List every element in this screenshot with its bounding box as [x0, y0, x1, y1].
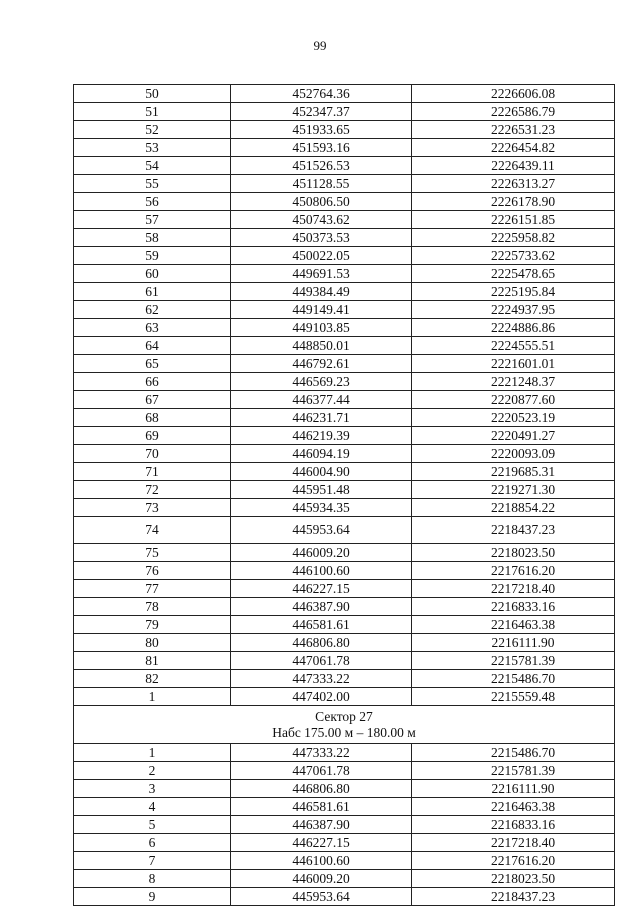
table-row [74, 616, 615, 634]
table-row [74, 373, 615, 391]
table-row [74, 744, 615, 762]
table-row [74, 139, 615, 157]
x-coordinate-cell: 446387.90 [231, 816, 412, 834]
y-coordinate-cell: 2217616.20 [412, 852, 615, 870]
table-row [74, 544, 615, 562]
point-number-cell: 70 [74, 445, 231, 463]
x-coordinate-cell: 445953.64 [231, 517, 412, 544]
table-row [74, 562, 615, 580]
point-number-cell: 55 [74, 175, 231, 193]
x-coordinate-cell: 452764.36 [231, 85, 412, 103]
y-coordinate-cell: 2225478.65 [412, 265, 615, 283]
y-coordinate-cell: 2226178.90 [412, 193, 615, 211]
point-number-cell: 67 [74, 391, 231, 409]
table-row [74, 852, 615, 870]
table-row [74, 301, 615, 319]
point-number-cell: 62 [74, 301, 231, 319]
y-coordinate-cell: 2216463.38 [412, 616, 615, 634]
x-coordinate-cell: 446581.61 [231, 798, 412, 816]
x-coordinate-cell: 447402.00 [231, 688, 412, 706]
y-coordinate-cell: 2218437.23 [412, 517, 615, 544]
y-coordinate-cell: 2218023.50 [412, 544, 615, 562]
section-header-row [74, 706, 615, 744]
x-coordinate-cell: 445951.48 [231, 481, 412, 499]
table-row [74, 121, 615, 139]
x-coordinate-cell: 446009.20 [231, 870, 412, 888]
point-number-cell: 59 [74, 247, 231, 265]
page-number: 99 [313, 38, 327, 53]
y-coordinate-cell: 2225733.62 [412, 247, 615, 265]
y-coordinate-cell: 2221248.37 [412, 373, 615, 391]
point-number-cell: 65 [74, 355, 231, 373]
y-coordinate-cell: 2217218.40 [412, 834, 615, 852]
y-coordinate-cell: 2226531.23 [412, 121, 615, 139]
x-coordinate-cell: 446581.61 [231, 616, 412, 634]
y-coordinate-cell: 2216833.16 [412, 816, 615, 834]
point-number-cell: 69 [74, 427, 231, 445]
point-number-cell: 73 [74, 499, 231, 517]
table-row [74, 463, 615, 481]
y-coordinate-cell: 2225958.82 [412, 229, 615, 247]
y-coordinate-cell: 2218437.23 [412, 888, 615, 906]
table-row [74, 870, 615, 888]
x-coordinate-cell: 452347.37 [231, 103, 412, 121]
point-number-cell: 7 [74, 852, 231, 870]
point-number-cell: 64 [74, 337, 231, 355]
x-coordinate-cell: 445934.35 [231, 499, 412, 517]
x-coordinate-cell: 446569.23 [231, 373, 412, 391]
table-row [74, 634, 615, 652]
point-number-cell: 66 [74, 373, 231, 391]
point-number-cell: 3 [74, 780, 231, 798]
x-coordinate-cell: 450022.05 [231, 247, 412, 265]
y-coordinate-cell: 2224555.51 [412, 337, 615, 355]
y-coordinate-cell: 2219271.30 [412, 481, 615, 499]
y-coordinate-cell: 2217218.40 [412, 580, 615, 598]
y-coordinate-cell: 2226439.11 [412, 157, 615, 175]
table-row [74, 798, 615, 816]
y-coordinate-cell: 2220093.09 [412, 445, 615, 463]
y-coordinate-cell: 2226586.79 [412, 103, 615, 121]
x-coordinate-cell: 446387.90 [231, 598, 412, 616]
x-coordinate-cell: 446806.80 [231, 780, 412, 798]
x-coordinate-cell: 446094.19 [231, 445, 412, 463]
table-row [74, 247, 615, 265]
table-row [74, 670, 615, 688]
y-coordinate-cell: 2220491.27 [412, 427, 615, 445]
y-coordinate-cell: 2226454.82 [412, 139, 615, 157]
y-coordinate-cell: 2215781.39 [412, 762, 615, 780]
x-coordinate-cell: 446219.39 [231, 427, 412, 445]
point-number-cell: 78 [74, 598, 231, 616]
point-number-cell: 50 [74, 85, 231, 103]
point-number-cell: 81 [74, 652, 231, 670]
x-coordinate-cell: 447333.22 [231, 744, 412, 762]
table-row [74, 499, 615, 517]
point-number-cell: 74 [74, 517, 231, 544]
table-row [74, 762, 615, 780]
table-row [74, 780, 615, 798]
x-coordinate-cell: 446004.90 [231, 463, 412, 481]
x-coordinate-cell: 446377.44 [231, 391, 412, 409]
table-row [74, 193, 615, 211]
point-number-cell: 76 [74, 562, 231, 580]
point-number-cell: 77 [74, 580, 231, 598]
table-row [74, 103, 615, 121]
x-coordinate-cell: 451128.55 [231, 175, 412, 193]
table-row [74, 445, 615, 463]
x-coordinate-cell: 450743.62 [231, 211, 412, 229]
x-coordinate-cell: 446100.60 [231, 852, 412, 870]
y-coordinate-cell: 2221601.01 [412, 355, 615, 373]
x-coordinate-cell: 449384.49 [231, 283, 412, 301]
table-row [74, 427, 615, 445]
point-number-cell: 1 [74, 688, 231, 706]
x-coordinate-cell: 450806.50 [231, 193, 412, 211]
point-number-cell: 57 [74, 211, 231, 229]
point-number-cell: 56 [74, 193, 231, 211]
y-coordinate-cell: 2215781.39 [412, 652, 615, 670]
y-coordinate-cell: 2217616.20 [412, 562, 615, 580]
point-number-cell: 4 [74, 798, 231, 816]
table-row [74, 85, 615, 103]
x-coordinate-cell: 446227.15 [231, 834, 412, 852]
table-row [74, 175, 615, 193]
point-number-cell: 52 [74, 121, 231, 139]
y-coordinate-cell: 2224937.95 [412, 301, 615, 319]
point-number-cell: 51 [74, 103, 231, 121]
table-row [74, 409, 615, 427]
y-coordinate-cell: 2226151.85 [412, 211, 615, 229]
y-coordinate-cell: 2215486.70 [412, 670, 615, 688]
point-number-cell: 53 [74, 139, 231, 157]
point-number-cell: 63 [74, 319, 231, 337]
x-coordinate-cell: 451593.16 [231, 139, 412, 157]
y-coordinate-cell: 2226606.08 [412, 85, 615, 103]
point-number-cell: 60 [74, 265, 231, 283]
x-coordinate-cell: 446100.60 [231, 562, 412, 580]
x-coordinate-cell: 446227.15 [231, 580, 412, 598]
table-row [74, 319, 615, 337]
table-row [74, 337, 615, 355]
x-coordinate-cell: 447061.78 [231, 652, 412, 670]
point-number-cell: 82 [74, 670, 231, 688]
point-number-cell: 68 [74, 409, 231, 427]
table-row [74, 652, 615, 670]
y-coordinate-cell: 2224886.86 [412, 319, 615, 337]
x-coordinate-cell: 446231.71 [231, 409, 412, 427]
x-coordinate-cell: 448850.01 [231, 337, 412, 355]
point-number-cell: 1 [74, 744, 231, 762]
table-row [74, 211, 615, 229]
x-coordinate-cell: 451933.65 [231, 121, 412, 139]
y-coordinate-cell: 2220877.60 [412, 391, 615, 409]
y-coordinate-cell: 2216111.90 [412, 780, 615, 798]
x-coordinate-cell: 450373.53 [231, 229, 412, 247]
x-coordinate-cell: 447061.78 [231, 762, 412, 780]
table-row [74, 517, 615, 544]
y-coordinate-cell: 2216833.16 [412, 598, 615, 616]
coordinates-table-body [74, 85, 615, 906]
point-number-cell: 8 [74, 870, 231, 888]
table-row [74, 580, 615, 598]
point-number-cell: 54 [74, 157, 231, 175]
table-row [74, 688, 615, 706]
section-title: Сектор 27 [315, 709, 373, 724]
y-coordinate-cell: 2216463.38 [412, 798, 615, 816]
table-row [74, 157, 615, 175]
table-row [74, 888, 615, 906]
table-row [74, 481, 615, 499]
y-coordinate-cell: 2215559.48 [412, 688, 615, 706]
coordinates-table [73, 84, 615, 906]
y-coordinate-cell: 2216111.90 [412, 634, 615, 652]
y-coordinate-cell: 2219685.31 [412, 463, 615, 481]
point-number-cell: 72 [74, 481, 231, 499]
point-number-cell: 75 [74, 544, 231, 562]
table-row [74, 391, 615, 409]
x-coordinate-cell: 445953.64 [231, 888, 412, 906]
table-row [74, 816, 615, 834]
x-coordinate-cell: 449691.53 [231, 265, 412, 283]
section-subtitle: Набс 175.00 м – 180.00 м [272, 725, 416, 740]
point-number-cell: 9 [74, 888, 231, 906]
table-row [74, 598, 615, 616]
x-coordinate-cell: 449149.41 [231, 301, 412, 319]
point-number-cell: 5 [74, 816, 231, 834]
x-coordinate-cell: 451526.53 [231, 157, 412, 175]
x-coordinate-cell: 447333.22 [231, 670, 412, 688]
x-coordinate-cell: 449103.85 [231, 319, 412, 337]
table-row [74, 355, 615, 373]
x-coordinate-cell: 446792.61 [231, 355, 412, 373]
point-number-cell: 80 [74, 634, 231, 652]
point-number-cell: 61 [74, 283, 231, 301]
table-row [74, 229, 615, 247]
x-coordinate-cell: 446009.20 [231, 544, 412, 562]
point-number-cell: 2 [74, 762, 231, 780]
y-coordinate-cell: 2218854.22 [412, 499, 615, 517]
table-row [74, 834, 615, 852]
y-coordinate-cell: 2215486.70 [412, 744, 615, 762]
table-row [74, 265, 615, 283]
table-row [74, 283, 615, 301]
point-number-cell: 79 [74, 616, 231, 634]
point-number-cell: 58 [74, 229, 231, 247]
y-coordinate-cell: 2226313.27 [412, 175, 615, 193]
x-coordinate-cell: 446806.80 [231, 634, 412, 652]
y-coordinate-cell: 2225195.84 [412, 283, 615, 301]
point-number-cell: 6 [74, 834, 231, 852]
y-coordinate-cell: 2218023.50 [412, 870, 615, 888]
section-header [74, 706, 615, 744]
y-coordinate-cell: 2220523.19 [412, 409, 615, 427]
point-number-cell: 71 [74, 463, 231, 481]
